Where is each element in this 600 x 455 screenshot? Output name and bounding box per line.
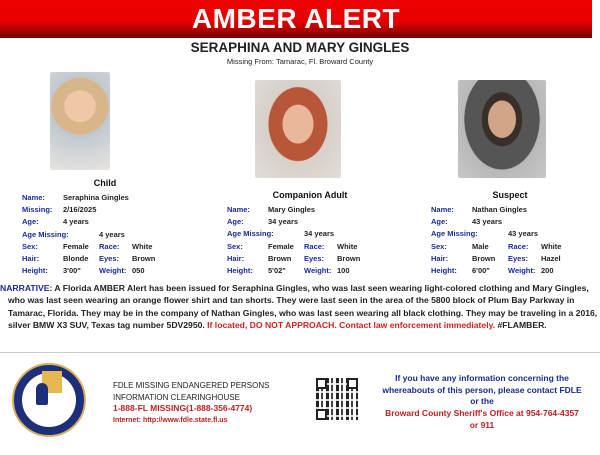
contact-info — [366, 373, 598, 432]
companion-photo — [255, 80, 341, 178]
missing-from: Missing From: Tamarac, Fl. Broward County — [226, 57, 374, 66]
name-value: Mary Gingles — [268, 205, 316, 214]
page-title: SERAPHINA AND MARY GINGLES — [190, 40, 410, 55]
contact-line-2: whereabouts of this person, please contact FDLE — [382, 384, 582, 395]
amber-alert-banner: AMBER ALERT — [0, 0, 592, 38]
sex-value: Male — [472, 241, 489, 251]
height-value: 5'02" — [268, 266, 286, 275]
name-label: Name: — [227, 205, 250, 214]
age_missing-label: Age Missing: — [431, 229, 478, 239]
eyes-value: Hazel — [541, 253, 561, 263]
narrative-warning: If located, DO NOT APPROACH. Contact law enforcement immediately. — [207, 319, 496, 330]
clearinghouse-logo — [12, 363, 86, 437]
org-line-1: FDLE MISSING ENDANGERED PERSONS — [113, 381, 270, 390]
narrative-tag: #FLAMBER. — [495, 319, 547, 330]
missing-value: 2/16/2025 — [63, 205, 97, 215]
height-value: 3'00" — [63, 266, 81, 276]
missing-label: Missing: — [22, 205, 53, 215]
name-value: Nathan Gingles — [472, 205, 528, 214]
name-label: Name: — [431, 205, 454, 214]
sex-label: Sex: — [227, 241, 243, 251]
age_missing-label: Age Missing: — [22, 229, 69, 239]
sex-label: Sex: — [22, 241, 38, 251]
narrative-label: NARRATIVE: — [0, 283, 53, 293]
hair-value: Brown — [268, 253, 292, 263]
height-label: Height: — [431, 266, 457, 275]
age-value: 4 years — [63, 217, 89, 227]
age-value: 43 years — [472, 217, 503, 227]
height-label: Height: — [22, 266, 48, 276]
person-role-heading: Suspect — [492, 190, 528, 200]
age_missing-value: 4 years — [99, 229, 125, 239]
org-line-2: INFORMATION CLEARINGHOUSE — [113, 392, 240, 402]
name-value: Seraphina Gingles — [63, 193, 129, 202]
hair-label: Hair: — [227, 253, 245, 263]
age_missing-label: Age Missing: — [227, 229, 274, 239]
age-value: 34 years — [268, 217, 299, 227]
narrative-text: A Florida AMBER Alert has been issued for Seraphina Gingles, who was last seen wearing light-colored clothing and Mary Gingles, who was last seen wearing an orange flower shirt and tan shorts. They were last seen in the area of the 5800 block of Plum Bay Parkway in Tamarac, Florida. They may be in the company of Nathan Gingles, who was last seen wearing all black clothing. They may be traveling in a 2016, silver BMW X3 SUV, Texas tag number 5DV2950. — [8, 283, 598, 330]
age_missing-value: 34 years — [304, 229, 335, 239]
contact-line-5: or 911 — [469, 419, 495, 430]
race-value: White — [132, 241, 153, 251]
name-label: Name: — [22, 193, 45, 202]
narrative — [0, 282, 600, 331]
height-value: 6'00" — [472, 266, 490, 275]
eyes-label: Eyes: — [508, 253, 529, 263]
contact-line-3: or the — [470, 396, 494, 407]
child-photo — [50, 72, 110, 170]
sex-value: Female — [63, 241, 89, 251]
weight-label: Weight: — [99, 266, 127, 276]
sex-value: Female — [268, 241, 294, 251]
hair-label: Hair: — [22, 254, 40, 263]
hair-value: Blonde — [63, 254, 89, 263]
eyes-value: Brown — [337, 253, 361, 263]
eyes-label: Eyes: — [304, 253, 325, 263]
person-role-heading: Companion Adult — [272, 190, 348, 200]
age_missing-value: 43 years — [508, 229, 539, 239]
height-label: Height: — [227, 266, 253, 275]
age-label: Age: — [22, 217, 39, 227]
sex-label: Sex: — [431, 241, 447, 251]
divider — [0, 352, 600, 353]
race-label: Race: — [508, 241, 529, 251]
hair-label: Hair: — [431, 253, 449, 263]
person-role-heading: Child — [93, 178, 117, 188]
weight-value: 100 — [337, 266, 350, 275]
race-label: Race: — [304, 241, 325, 251]
hotline-phone: 1-888-FL MISSING(1-888-356-4774) — [113, 403, 253, 413]
qr-code[interactable] — [316, 378, 358, 420]
suspect-photo — [458, 80, 546, 178]
weight-label: Weight: — [304, 266, 332, 275]
weight-value: 050 — [132, 266, 145, 276]
hair-value: Brown — [472, 253, 496, 263]
eyes-value: Brown — [132, 254, 156, 263]
weight-label: Weight: — [508, 266, 536, 275]
race-label: Race: — [99, 241, 120, 251]
age-label: Age: — [431, 217, 448, 227]
weight-value: 200 — [541, 266, 554, 275]
contact-line-4: Broward County Sheriff's Office at 954-764-4357 — [385, 408, 579, 419]
age-label: Age: — [227, 217, 244, 227]
race-value: White — [541, 241, 562, 251]
eyes-label: Eyes: — [99, 254, 120, 263]
contact-line-1: If you have any information concerning the — [395, 373, 569, 383]
website-link[interactable]: Internet: http://www.fdle.state.fl.us — [113, 416, 228, 424]
fdle-info — [113, 380, 269, 426]
race-value: White — [337, 241, 358, 251]
